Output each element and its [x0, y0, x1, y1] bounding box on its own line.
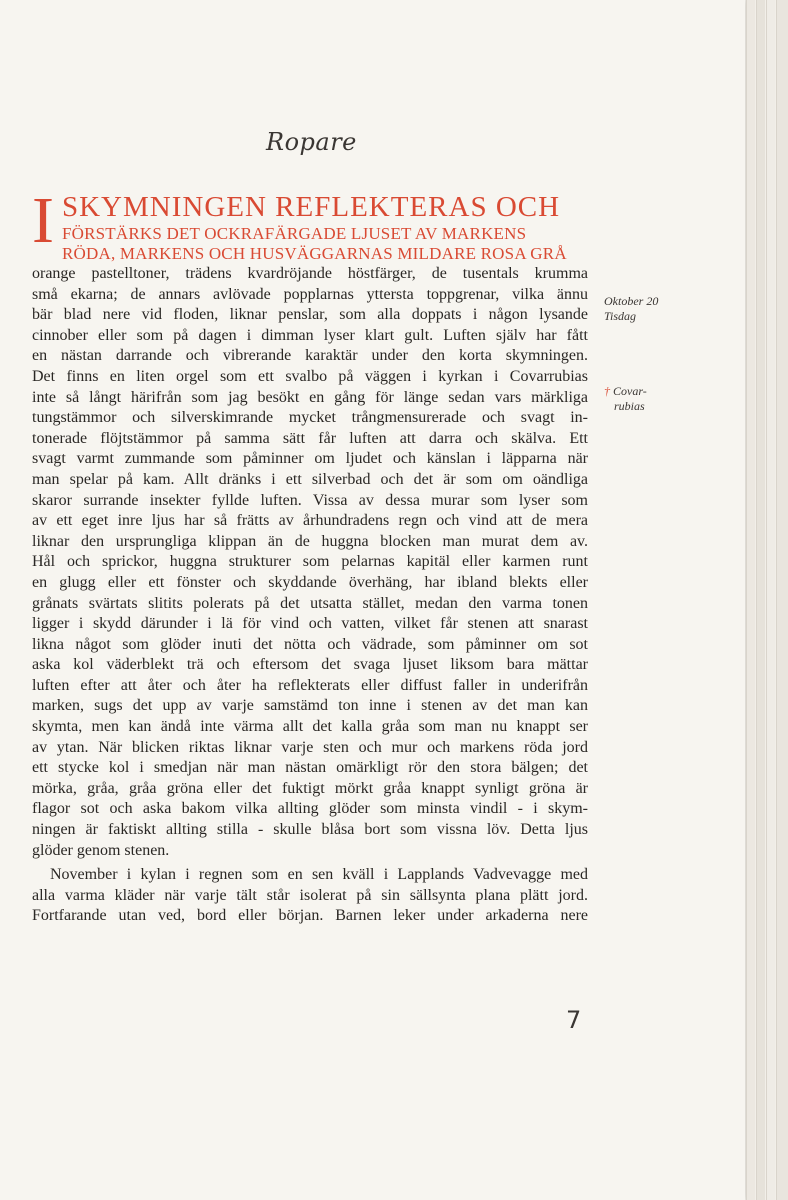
body-line: luften efter att åter och åter ha reflekterats eller diffust faller in underifrån	[32, 676, 588, 694]
page-number: 7	[566, 1006, 582, 1034]
body-line: en nästan darrande och vibrerande karaktär under den korta skymningen.	[32, 347, 588, 365]
page-edge	[766, 0, 775, 1200]
body-line: ligger i skydd därunder i lä för vind och vatten, vilket får stenen att snarast	[32, 615, 588, 633]
body-line: ett stycke kol i smedjan när man nästan omärkligt rör den stora bälgen; det	[32, 759, 588, 777]
body-line: Fortfarande utan ved, bord eller början. Barnen leker under arkaderna nere	[32, 907, 588, 925]
margin-date-weekday: Tisdag	[604, 309, 637, 323]
margin-ref-line-2: rubias	[614, 399, 645, 413]
margin-date-day: 20	[646, 294, 659, 308]
body-line: Det finns en liten orgel som ett svalbo på väggen i kyrkan i Covarrubias	[32, 367, 588, 385]
body-line: Hål och sprickor, huggna strukturer som pelarnas kapitäl eller karmen runt	[32, 553, 588, 571]
page-edge	[746, 0, 755, 1200]
body-paragraph-1	[32, 264, 588, 861]
page-edge	[756, 0, 765, 1200]
body-line: inte så långt härifrån som jag besökt en gång för länge sedan vars märkliga	[32, 388, 588, 406]
body-line: av ett eget inre ljus har så frätts av århundradens regn och vind att de mera	[32, 512, 588, 530]
body-line: alla varma kläder när varje tält står isolerat på sin sällsynta plana plätt jord.	[32, 886, 588, 904]
body-line: skaror surrande insekter fyllde luften. Vissa av dessa murar som lyser som	[32, 491, 588, 509]
body-line: cinnober eller som på dagen i dimman lyser klart gult. Luften själv har fått	[32, 326, 588, 344]
body-line: November i kylan i regnen som en sen kväll i Lapplands Vadvevagge med	[50, 866, 588, 884]
body-line: svagt varmt zummande som påminner om ljudet och känslan i läpparna när	[32, 450, 588, 468]
body-line: mörka, gråa, gråa gröna eller det fuktigt mörkt gråa knappt synligt gröna är	[32, 779, 588, 797]
margin-note-reference	[604, 384, 647, 414]
running-title: Ropare	[266, 128, 357, 156]
margin-note-date	[604, 294, 658, 324]
body-line: skymta, men kan ändå inte värma allt det kalla gråa som man nu knappt ser	[32, 718, 588, 736]
body-line: grånats svärtats slitits polerats på det utsatta stället, medan den varma tonen	[32, 594, 588, 612]
body-line: tungstämmor och silverskimrande mycket trångmensurerade och svagt in-	[32, 409, 588, 427]
drop-cap: I	[32, 184, 54, 257]
dagger-mark: †	[604, 384, 610, 398]
main-text-block	[32, 184, 588, 927]
page-edge	[776, 0, 788, 1200]
body-line: små ekarna; de annars avlövade popplarnas yttersta toppgrenar, vilka ännu	[32, 285, 588, 303]
body-line: orange pastelltoner, trädens kvardröjande höstfärger, de tusentals krumma	[32, 265, 588, 282]
body-line: av ytan. När blicken riktas liknar varje sten och mur och markens röda jord	[32, 738, 588, 756]
body-line: tonerade flöjtstämmor på samma sätt får luften att darra och skälva. Ett	[32, 429, 588, 447]
margin-ref-line-1: Covar-	[613, 384, 647, 398]
body-line: flagor sot och aska bakom vilka allting glöder som minsta vindil - i skym-	[32, 800, 588, 818]
body-line: liknar den ursprungliga klippan än de huggna blocken man murat dem av.	[32, 532, 588, 550]
body-paragraph-2	[32, 865, 588, 927]
body-line: marken, sugs det upp av varje samstämd ton inne i stenen av det man kan	[32, 697, 588, 715]
body-line: glöder genom stenen.	[32, 841, 170, 859]
margin-date-month: Oktober	[604, 294, 644, 308]
body-line: likna något som glöder inuti det nötta och vädrade, som påminner om sot	[32, 635, 588, 653]
heading-line-3: RÖDA, MARKENS OCH HUSVÄGGARNAS MILDARE ROSA GRÅ	[61, 244, 567, 263]
heading-line-1: SKYMNINGEN REFLEKTERAS OCH	[61, 191, 561, 223]
body-line: man spelar på kam. Allt dränks i ett silverbad och det är som om oändliga	[32, 470, 588, 488]
body-line: bär blad nere vid floden, liknar penslar, som alla doppats i någon lysande	[32, 306, 588, 324]
heading-line-2: FÖRSTÄRKS DET OCKRAFÄRGADE LJUSET AV MARKENS	[61, 224, 527, 243]
body-line: aska kol väderblekt trä och eftersom det svaga ljuset liksom bara mättar	[32, 656, 588, 674]
body-line: ningen är faktiskt allting stilla - skulle blåsa bort som vissna löv. Detta ljus	[32, 821, 588, 839]
body-line: en glugg eller ett fönster och skyddande överhäng, har ibland blekts eller	[32, 573, 588, 591]
